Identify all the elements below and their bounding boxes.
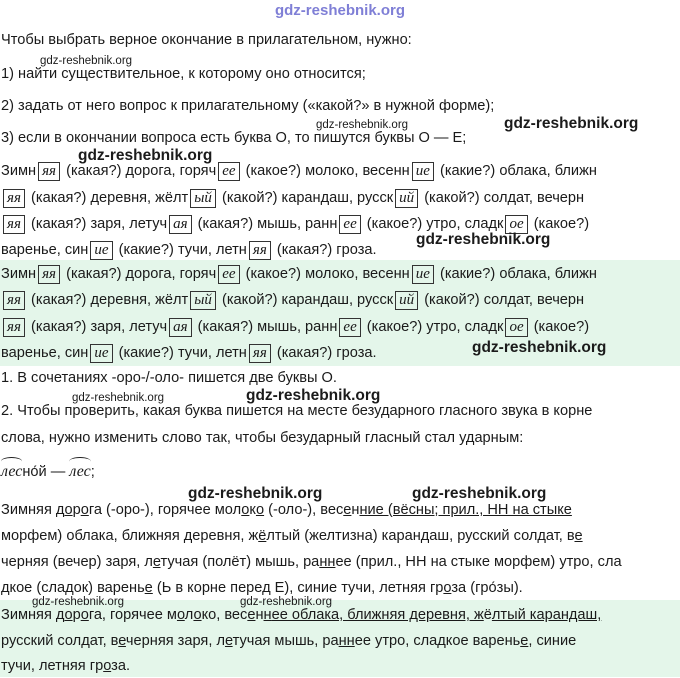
final-row-2: русский солдат, вечерняя заря, летучая мышь, раннее утро, сладкое варенье, синие [1,633,577,649]
watermark: gdz-reshebnik.org [40,55,133,67]
ending-box: ие [90,344,112,363]
site-header [0,0,680,22]
ending-box: яя [38,162,60,181]
watermark: gdz-reshebnik.org [188,485,323,502]
watermark: gdz-reshebnik.org [240,596,333,608]
ending-box: яя [38,265,60,284]
ending-box: яя [3,189,25,208]
answer-row-4: варенье, син ие (какие?) тучи, летн яя (какая?) гроза. [1,345,377,361]
ending-box: яя [3,215,25,234]
watermark: gdz-reshebnik.org [412,485,547,502]
watermark: gdz-reshebnik.org [316,119,409,131]
explained-row-2: морфем) облака, ближняя деревня, жёлтый (желтизна) карандаш, русский солдат, ве [1,528,583,544]
note-1: 1. В сочетаниях -оро-/-оло- пишется две буквы О. [1,370,337,386]
ending-box: ие [412,162,434,181]
explained-row-3: черняя (вечер) заря, летучая (полёт) мышь, раннее (прил., НН на стыке морфем) утро, сла [1,554,622,570]
task-row-4: варенье, син ие (какие?) тучи, летн яя (какая?) гроза. [1,242,377,258]
final-row-3: тучи, летняя гроза. [1,658,131,674]
site-title[interactable]: gdz-reshebnik.org [274,2,405,19]
answer-row-1: Зимн яя (какая?) дорога, горяч ее (какое?) молоко, весенн ие (какие?) облака, ближн [1,266,597,282]
ending-box: ее [218,162,239,181]
root-example: лесно́й — лес; [1,460,95,484]
ending-box: ие [412,265,434,284]
ending-box: яя [249,241,271,260]
ending-box: ий [395,189,418,208]
watermark: gdz-reshebnik.org [78,147,213,164]
ending-box: ое [505,318,527,337]
final-row-1: Зимняя дорога, горячее молоко, весеннее облака, ближняя деревня, жёлтый карандаш, [1,607,602,623]
root-arc-mark: лес [1,460,22,484]
ending-box: ее [339,318,360,337]
task-row-3: яя (какая?) заря, летуч ая (какая?) мышь, ранн ее (какое?) утро, сладк ое (какое?) [1,212,589,236]
ending-box: ий [395,291,418,310]
watermark: gdz-reshebnik.org [504,115,639,132]
watermark: gdz-reshebnik.org [72,392,165,404]
intro-line-1: Чтобы выбрать верное окончание в прилагательном, нужно: [1,32,412,48]
ending-box: яя [249,344,271,363]
watermark: gdz-reshebnik.org [416,231,551,248]
explained-row-4: дкое (сладок) варенье (Ь в корне перед Е), синие тучи, летняя гроза (гро́зы). [1,580,523,596]
ending-box: ее [218,265,239,284]
ending-box: ее [339,215,360,234]
intro-line-4: 3) если в окончании вопроса есть буква О, то пишутся буквы О — Е; [1,130,467,146]
answer-row-2: яя (какая?) деревня, жёлт ый (какой?) карандаш, русск ий (какой?) солдат, вечерн [1,288,584,312]
ending-box: ая [169,318,191,337]
note-2a: 2. Чтобы проверить, какая буква пишется на месте безударного гласного звука в корне [1,403,593,419]
answer-row-3: яя (какая?) заря, летуч ая (какая?) мышь, ранн ее (какое?) утро, сладк ое (какое?) [1,315,589,339]
task-row-2: яя (какая?) деревня, жёлт ый (какой?) карандаш, русск ий (какой?) солдат, вечерн [1,186,584,210]
ending-box: ый [190,189,216,208]
ending-box: ая [169,215,191,234]
watermark: gdz-reshebnik.org [32,596,125,608]
explained-row-1: Зимняя дорога (-оро-), горячее молоко (-оло-), весенние (вёсны; прил., НН на стыке [1,502,572,518]
intro-line-2: 1) найти существительное, к которому оно относится; [1,66,366,82]
ending-box: ие [90,241,112,260]
root-arc-mark: лес [69,460,90,484]
task-row-1: Зимн яя (какая?) дорога, горяч ее (какое?) молоко, весенн ие (какие?) облака, ближн [1,163,597,179]
ending-box: яя [3,318,25,337]
ending-box: яя [3,291,25,310]
watermark: gdz-reshebnik.org [246,387,381,404]
watermark: gdz-reshebnik.org [472,339,607,356]
note-2b: слова, нужно изменить слово так, чтобы безударный гласный стал ударным: [1,430,524,446]
intro-line-3: 2) задать от него вопрос к прилагательному («какой?» в нужной форме); [1,98,495,114]
ending-box: ый [190,291,216,310]
ending-box: ое [505,215,527,234]
